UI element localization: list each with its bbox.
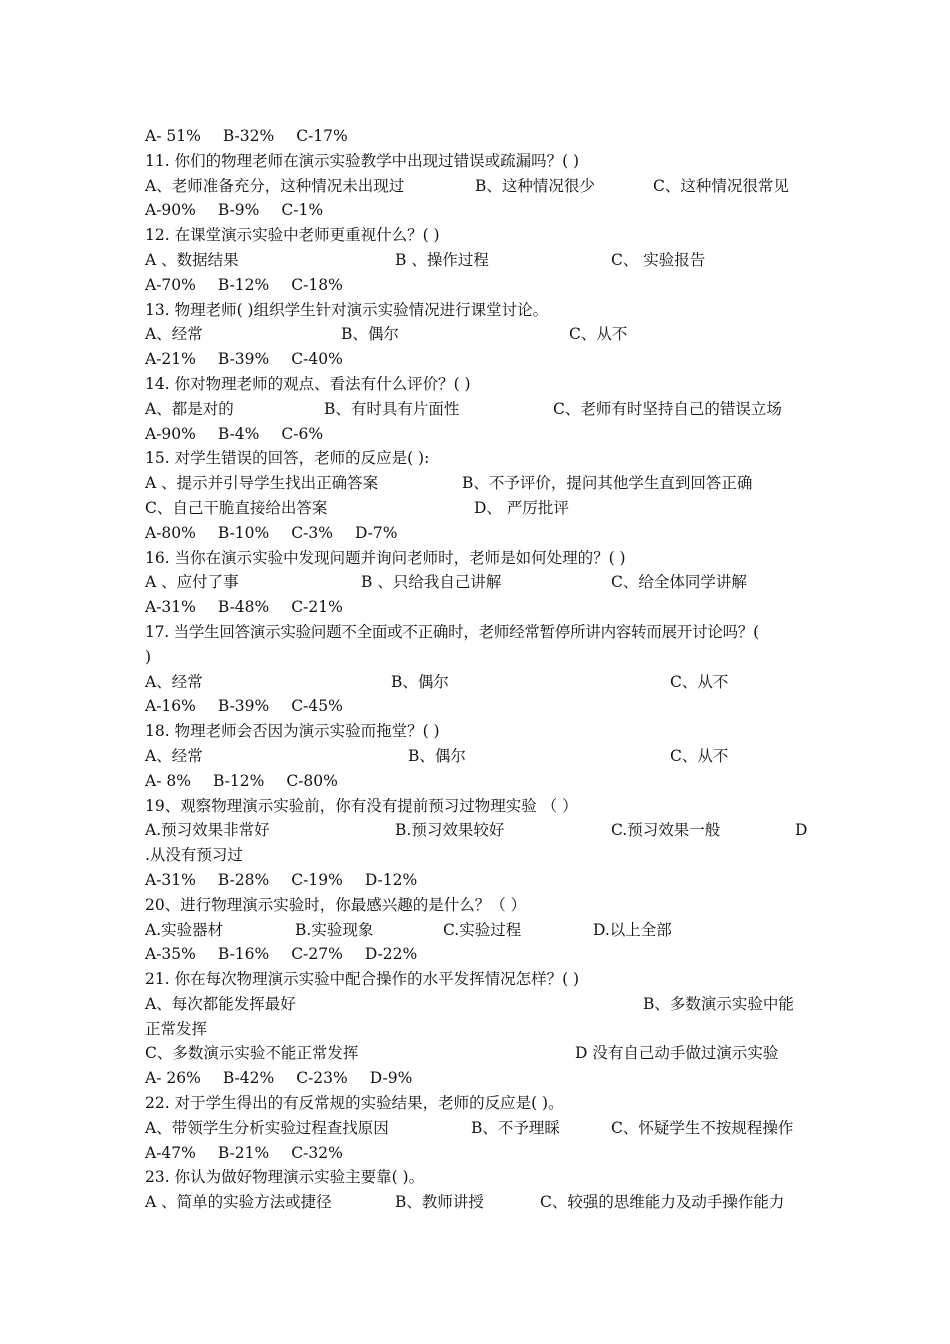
- question-text: 16. 当你在演示实验中发现问题并询问老师时，老师是如何处理的？( ): [145, 548, 626, 567]
- option-c: C、这种情况很常见: [653, 176, 789, 195]
- options-line: [145, 1190, 810, 1215]
- result-line: [145, 124, 810, 149]
- option-a: A、老师准备充分，这种情况未出现过: [145, 176, 405, 195]
- option-a: A 、简单的实验方法或捷径: [145, 1193, 332, 1212]
- option-b: B.预习效果较好: [395, 821, 505, 840]
- result-line: [145, 595, 810, 620]
- question-text: 15. 对学生错误的回答，老师的反应是( ):: [145, 449, 430, 468]
- result-d: D-7%: [354, 523, 398, 542]
- result-c: C-17%: [296, 127, 348, 145]
- option-b: B、有时具有片面性: [324, 399, 460, 418]
- option-b: B、不予评价，提问其他学生直到回答正确: [462, 474, 753, 493]
- options-line: [145, 248, 810, 273]
- question-17: [145, 620, 810, 645]
- result-c: C-23%: [296, 1069, 348, 1088]
- result-c: C-80%: [286, 771, 338, 790]
- option-d: D: [795, 821, 808, 840]
- result-line: [145, 422, 810, 447]
- options-line: [145, 570, 810, 595]
- question-12: [145, 223, 810, 248]
- option-a: A 、应付了事: [145, 573, 239, 592]
- result-line: [145, 868, 810, 893]
- result-line: [145, 521, 810, 546]
- option-b: B、偶尔: [408, 746, 466, 765]
- option-d: D.以上全部: [593, 920, 672, 939]
- question-text: 23. 你认为做好物理演示实验主要靠( )。: [145, 1168, 425, 1187]
- result-c: C-21%: [291, 598, 343, 617]
- options-line: [145, 496, 810, 521]
- result-a: A- 8%: [145, 771, 191, 790]
- option-b: B、多数演示实验中能: [643, 994, 794, 1013]
- option-c: C、从不: [569, 325, 628, 344]
- question-text: 11. 你们的物理老师在演示实验教学中出现过错误或疏漏吗？( ): [145, 151, 580, 170]
- result-b: B-21%: [217, 1143, 270, 1162]
- result-b: B-28%: [217, 870, 270, 889]
- option-c: C、怀疑学生不按规程操作: [611, 1118, 794, 1137]
- result-b: B-48%: [217, 598, 270, 617]
- option-b: B.实验现象: [295, 920, 374, 939]
- option-a: A、经常: [145, 672, 203, 691]
- options-line: [145, 174, 810, 199]
- question-13: [145, 298, 810, 323]
- option-b: B 、操作过程: [395, 250, 489, 269]
- question-18: [145, 719, 810, 744]
- options-line: [145, 1041, 810, 1066]
- result-line: [145, 942, 810, 967]
- question-text: 13. 物理老师( )组织学生针对演示实验情况进行课堂讨论。: [145, 300, 549, 319]
- result-line: [145, 1141, 810, 1166]
- options-line: [145, 322, 810, 347]
- question-20: [145, 893, 810, 918]
- question-text: 17. 当学生回答演示实验问题不全面或不正确时，老师经常暂停所讲内容转而展开讨论吗？(: [145, 622, 759, 641]
- result-line: [145, 694, 810, 719]
- result-line: [145, 347, 810, 372]
- result-a: A-90%: [145, 424, 196, 443]
- result-c: C-6%: [281, 424, 324, 443]
- question-text: ): [145, 647, 152, 666]
- options-line: [145, 818, 810, 843]
- option-a: A 、提示并引导学生找出正确答案: [145, 474, 379, 493]
- result-a: A-70%: [145, 275, 196, 294]
- result-a: A-21%: [145, 350, 196, 369]
- result-line: [145, 273, 810, 298]
- result-a: A-35%: [145, 945, 196, 964]
- result-a: A-90%: [145, 201, 196, 220]
- options-line: [145, 744, 810, 769]
- option-a: A、都是对的: [145, 399, 234, 418]
- result-a: A-80%: [145, 523, 196, 542]
- option-a: A.实验器材: [145, 920, 224, 939]
- question-text: 14. 你对物理老师的观点、看法有什么评价？( ): [145, 374, 471, 393]
- result-c: C-19%: [291, 870, 343, 889]
- result-c: C-45%: [291, 697, 343, 716]
- question-16: [145, 546, 810, 571]
- option-b: B 、只给我自己讲解: [361, 573, 502, 592]
- option-c: C、较强的思维能力及动手操作能力: [540, 1193, 785, 1212]
- result-b: B-42%: [222, 1069, 275, 1088]
- option-text: .从没有预习过: [145, 846, 243, 865]
- result-b: B-12%: [217, 275, 270, 294]
- option-a: A 、数据结果: [145, 250, 239, 269]
- question-21: [145, 967, 810, 992]
- option-c: C、从不: [670, 746, 729, 765]
- result-c: C-27%: [291, 945, 343, 964]
- option-b: B、不予理睬: [471, 1118, 560, 1137]
- result-c: C-32%: [291, 1143, 343, 1162]
- result-a: A- 26%: [145, 1069, 201, 1088]
- result-c: C-1%: [281, 201, 324, 220]
- result-b: B-12%: [212, 771, 265, 790]
- option-b: B、教师讲授: [395, 1193, 484, 1212]
- result-a: A-47%: [145, 1143, 196, 1162]
- option-c: C、多数演示实验不能正常发挥: [145, 1044, 359, 1063]
- question-19: [145, 794, 810, 819]
- question-text: 20、进行物理演示实验时，你最感兴趣的是什么？（ ）: [145, 895, 527, 914]
- question-text: 18. 物理老师会否因为演示实验而拖堂？( ): [145, 722, 440, 741]
- option-a: A、带领学生分析实验过程查找原因: [145, 1118, 389, 1137]
- option-c: C.实验过程: [443, 920, 522, 939]
- question-15: [145, 446, 810, 471]
- option-d: D、 严厉批评: [474, 498, 569, 517]
- option-c: C、 实验报告: [611, 250, 706, 269]
- options-line: [145, 918, 810, 943]
- option-b: B、这种情况很少: [475, 176, 595, 195]
- result-line: [145, 198, 810, 223]
- result-a: A-31%: [145, 598, 196, 617]
- option-a: A、每次都能发挥最好: [145, 994, 296, 1013]
- result-d: D-22%: [364, 945, 418, 964]
- option-d: D 没有自己动手做过演示实验: [575, 1044, 779, 1063]
- option-a: A、经常: [145, 325, 203, 344]
- result-a: A-16%: [145, 697, 196, 716]
- result-line: [145, 1066, 810, 1091]
- option-b: B、偶尔: [341, 325, 399, 344]
- option-b-continued: [145, 1017, 810, 1042]
- result-line: [145, 769, 810, 794]
- result-a: A- 51%: [145, 127, 201, 145]
- result-c: C-3%: [291, 523, 333, 542]
- question-text: 12. 在课堂演示实验中老师更重视什么？( ): [145, 226, 440, 245]
- option-c: C、给全体同学讲解: [611, 573, 747, 592]
- result-a: A-31%: [145, 870, 196, 889]
- result-d: D-12%: [364, 870, 418, 889]
- question-14: [145, 372, 810, 397]
- question-17-continued: [145, 645, 810, 670]
- options-line: [145, 397, 810, 422]
- result-b: B-32%: [222, 127, 275, 145]
- question-text: 21. 你在每次物理演示实验中配合操作的水平发挥情况怎样？( ): [145, 970, 580, 989]
- option-text: 正常发挥: [145, 1019, 208, 1038]
- result-c: C-40%: [291, 350, 343, 369]
- option-c: C、从不: [670, 672, 729, 691]
- result-b: B-39%: [217, 697, 270, 716]
- option-c: C、自己干脆直接给出答案: [145, 498, 328, 517]
- question-text: 19、观察物理演示实验前，你有没有提前预习过物理实验 （ ）: [145, 796, 578, 815]
- result-b: B-16%: [217, 945, 270, 964]
- result-c: C-18%: [291, 275, 343, 294]
- options-line: [145, 471, 810, 496]
- result-b: B-10%: [217, 523, 270, 542]
- option-c: C.预习效果一般: [611, 821, 721, 840]
- option-a: A、经常: [145, 746, 203, 765]
- survey-document: [145, 124, 810, 1215]
- options-line: [145, 670, 810, 695]
- question-23: [145, 1165, 810, 1190]
- options-line: [145, 1116, 810, 1141]
- option-c: C、老师有时坚持自己的错误立场: [553, 399, 782, 418]
- question-22: [145, 1091, 810, 1116]
- result-b: B-39%: [217, 350, 270, 369]
- option-a: A.预习效果非常好: [145, 821, 270, 840]
- question-11: [145, 149, 810, 174]
- result-d: D-9%: [369, 1069, 413, 1088]
- options-line: [145, 992, 810, 1017]
- question-text: 22. 对于学生得出的有反常规的实验结果，老师的反应是( )。: [145, 1094, 564, 1113]
- result-b: B-9%: [217, 201, 260, 220]
- option-d-continued: [145, 843, 810, 868]
- result-b: B-4%: [217, 424, 260, 443]
- option-b: B、偶尔: [391, 672, 449, 691]
